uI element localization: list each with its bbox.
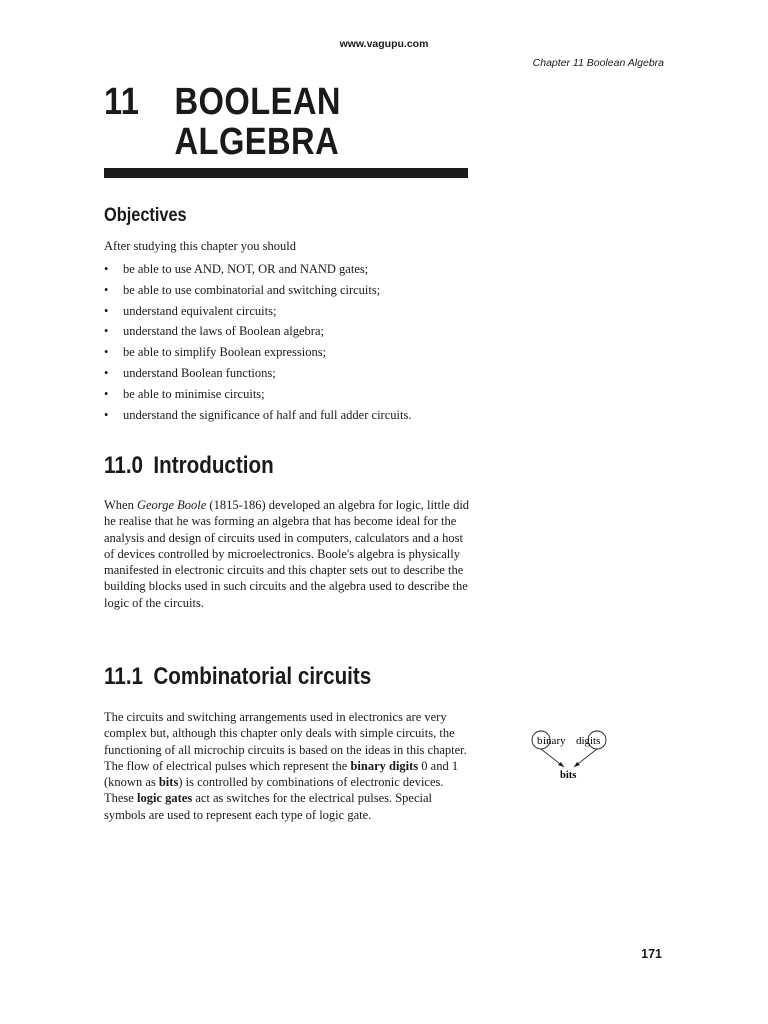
text-run: act as switches for the electrical pulses. Special symbols are used to represent each type of logic gate. [104,791,433,822]
objective-item: • understand the laws of Boolean algebra; [104,321,484,342]
chapter-number: 11 [104,81,140,123]
section-number: 11.0 [104,452,144,479]
key-term: binary digits [350,758,419,773]
introduction-paragraph [104,497,470,611]
word2-plain: dig [576,735,591,747]
site-url: www.vagupu.com [339,38,429,50]
combinatorial-heading [104,663,371,691]
word1-rest: inary [543,735,566,747]
objective-item: • be able to simplify Boolean expressions; [104,342,484,363]
objective-item: • be able to use combinatorial and switching circuits; [104,280,484,301]
section-title: Introduction [153,452,274,479]
section-number: 11.1 [104,663,144,690]
objective-item: • understand Boolean functions; [104,363,484,384]
word2-circled: its [590,735,601,747]
combinatorial-paragraph [104,709,470,823]
text-run: (1815-186) developed an algebra for logic, little did he realise that he was forming an algebra that has become ideal for the analysis and design of circuits used in computers, calculators and a host of devices controlled by microelectronics. Boole's algebra is physically manifested in electronic circuits and this chapter sets out to describe the building blocks used in such circuits and the algebra used to describe the logic of the circuits. [104,498,470,610]
bits-margin-figure [520,726,630,786]
text-run: ) is controlled by combinations of electronic devices. These [104,775,444,806]
page-number: 171 [641,947,662,961]
word1-circled: b [537,735,543,747]
section-title: Combinatorial circuits [153,663,372,690]
title-rule [104,168,468,178]
chapter-title-line1: BOOLEAN [174,81,341,123]
objective-item: • be able to use AND, NOT, OR and NAND gates; [104,259,484,280]
bits-label: bits [560,770,577,781]
objectives-heading: Objectives [104,205,187,226]
objectives-list [104,259,484,425]
text-run: The circuits and switching arrangements used in electronics are very complex but, although this chapter only deals with simple circuits, the functioning of all microchip circuits is based on the ideas in this chapter. The flow of electrical pulses which represent the [104,710,467,773]
objective-item: • understand equivalent circuits; [104,301,484,322]
introduction-heading [104,452,274,480]
key-term: logic gates [136,791,193,806]
text-run: When [104,498,137,512]
running-head: Chapter 11 Boolean Algebra [532,57,664,69]
chapter-title [104,82,341,162]
chapter-title-line2: ALGEBRA [174,121,340,163]
person-name: George Boole [136,498,207,512]
key-term: bits [158,775,179,790]
objective-item: • be able to minimise circuits; [104,384,484,405]
text-run: 0 and 1 (known as [104,758,459,790]
objectives-intro: After studying this chapter you should [104,239,296,253]
objective-item: • understand the significance of half and full adder circuits. [104,405,484,426]
